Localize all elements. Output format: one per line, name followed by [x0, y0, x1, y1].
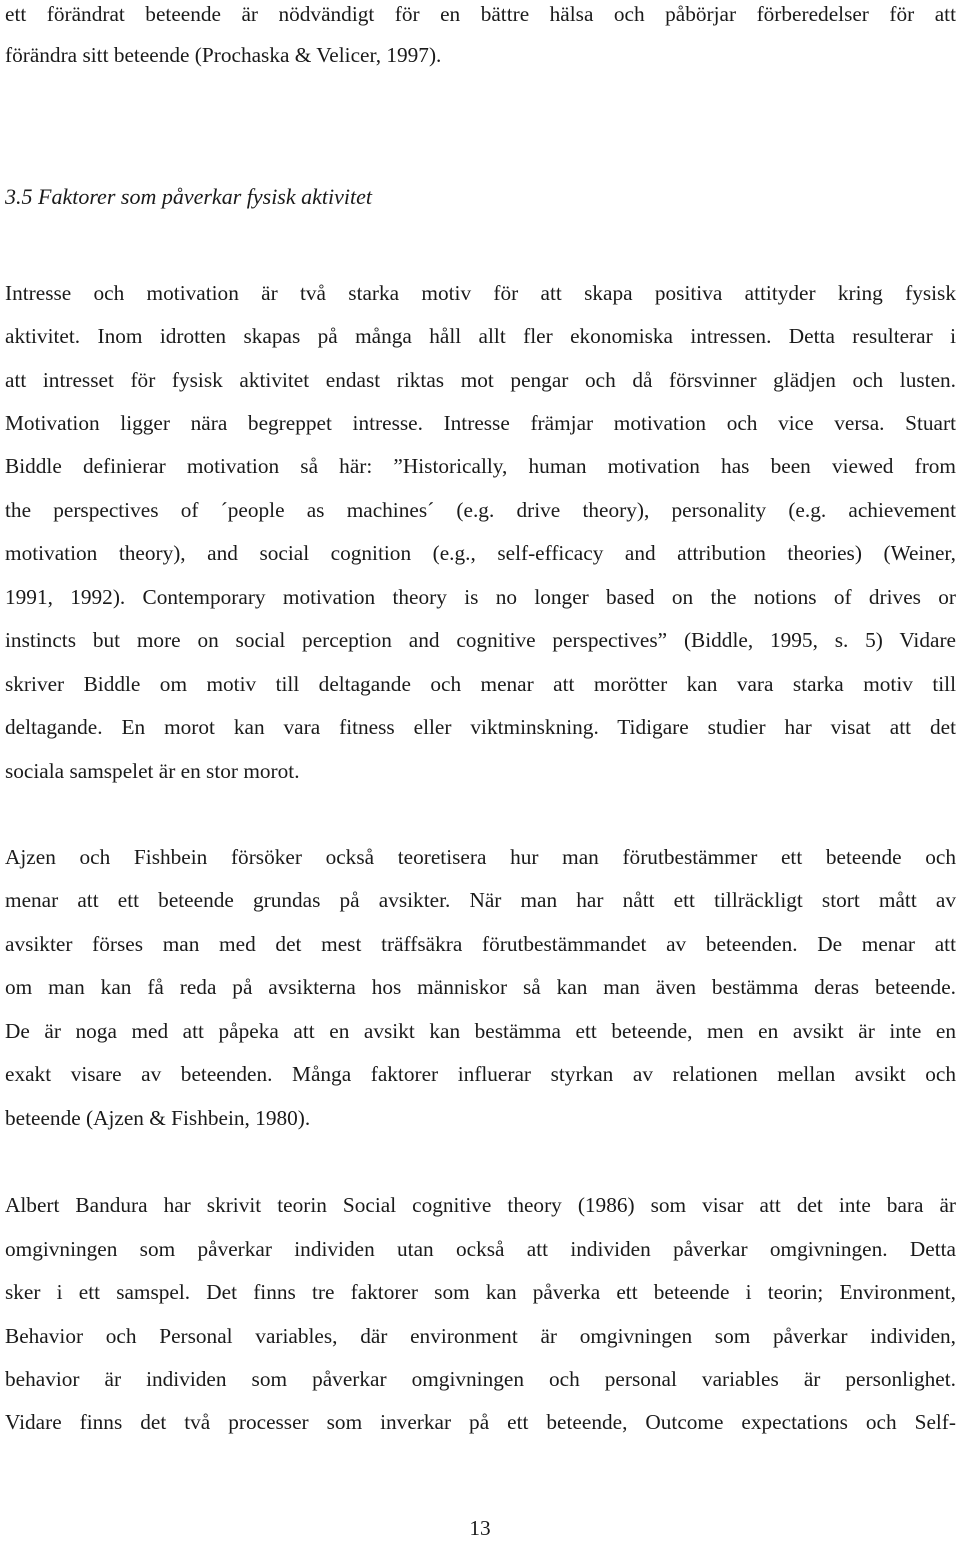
section-heading: 3.5 Faktorer som påverkar fysisk aktivitet [5, 184, 372, 209]
text-line: avsikter förses man med det mest träffsäkra förutbestämmandet av beteenden. De menar att [5, 932, 956, 956]
text-line: deltagande. En morot kan vara fitness eller viktminskning. Tidigare studier har visat att det [5, 715, 956, 739]
text-line: sociala samspelet är en stor morot. [5, 759, 300, 783]
text-line: Behavior och Personal variables, där environment är omgivningen som påverkar individen, [5, 1324, 956, 1348]
text-line: beteende (Ajzen & Fishbein, 1980). [5, 1106, 311, 1130]
text-line: Intresse och motivation är två starka motiv för att skapa positiva attityder kring fysisk [5, 281, 956, 305]
text-line: skriver Biddle om motiv till deltagande och menar att morötter kan vara starka motiv till [5, 672, 956, 696]
text-line: motivation theory), and social cognition (e.g., self-efficacy and attribution theories) (Weiner, [5, 541, 956, 565]
text-line: sker i ett samspel. Det finns tre faktorer som kan påverka ett beteende i teorin; Environment, [5, 1280, 956, 1304]
text-line: menar att ett beteende grundas på avsikter. När man har nått ett tillräckligt stort mått av [5, 888, 956, 912]
text-line: förändra sitt beteende (Prochaska & Velicer, 1997). [5, 43, 442, 67]
text-line: behavior är individen som påverkar omgivningen och personal variables är personlighet. [5, 1367, 956, 1391]
text-line: the perspectives of ´people as machines´ (e.g. drive theory), personality (e.g. achievement [5, 498, 956, 522]
text-line: Vidare finns det två processer som inverkar på ett beteende, Outcome expectations och Self- [5, 1410, 956, 1434]
text-line: Ajzen och Fishbein försöker också teoretisera hur man förutbestämmer ett beteende och [5, 845, 956, 869]
text-line: Motivation ligger nära begreppet intresse. Intresse främjar motivation och vice versa. Stuart [5, 411, 956, 435]
text-line: aktivitet. Inom idrotten skapas på många håll allt fler ekonomiska intressen. Detta resulterar i [5, 324, 956, 348]
page-number: 13 [469, 1516, 491, 1540]
text-line: instincts but more on social perception and cognitive perspectives” (Biddle, 1995, s. 5) Vidare [5, 628, 956, 652]
text-line: omgivningen som påverkar individen utan också att individen påverkar omgivningen. Detta [5, 1237, 956, 1261]
text-line: om man kan få reda på avsikterna hos människor så kan man även bestämma deras beteende. [5, 975, 956, 999]
text-line: De är noga med att påpeka att en avsikt kan bestämma ett beteende, men en avsikt är inte en [5, 1019, 956, 1043]
text-line: att intresset för fysisk aktivitet endast riktas mot pengar och då försvinner glädjen och lusten. [5, 368, 956, 392]
text-line: Albert Bandura har skrivit teorin Social cognitive theory (1986) som visar att det inte bara är [5, 1193, 956, 1217]
text-line: exakt visare av beteenden. Många faktorer influerar styrkan av relationen mellan avsikt och [5, 1062, 956, 1086]
text-line: 1991, 1992). Contemporary motivation theory is no longer based on the notions of drives or [5, 585, 956, 609]
text-line: ett förändrat beteende är nödvändigt för en bättre hälsa och påbörjar förberedelser för att [5, 2, 956, 26]
text-line: Biddle definierar motivation så här: ”Historically, human motivation has been viewed from [5, 454, 956, 478]
